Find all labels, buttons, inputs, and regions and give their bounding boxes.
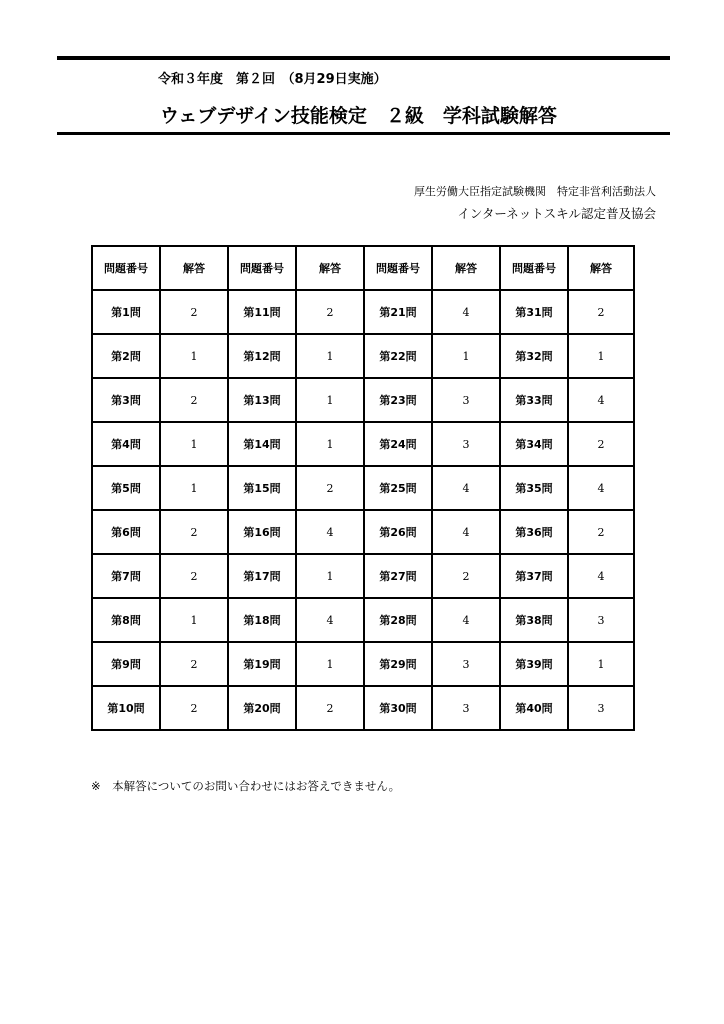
question-number-cell: 第26問	[364, 510, 432, 554]
answer-cell: 2	[568, 510, 634, 554]
question-number-cell: 第17問	[228, 554, 296, 598]
question-number-cell: 第29問	[364, 642, 432, 686]
column-header-answer: 解答	[432, 246, 500, 290]
answer-cell: 4	[432, 598, 500, 642]
answer-table	[91, 245, 635, 731]
answer-cell: 2	[160, 686, 228, 730]
answer-cell: 4	[296, 598, 364, 642]
question-number-cell: 第23問	[364, 378, 432, 422]
disclaimer-note: ※ 本解答についてのお問い合わせにはお答えできません。	[91, 779, 401, 793]
question-number-cell: 第4問	[92, 422, 160, 466]
question-number-cell: 第27問	[364, 554, 432, 598]
answer-cell: 4	[296, 510, 364, 554]
column-header-answer: 解答	[296, 246, 364, 290]
answer-cell: 1	[160, 422, 228, 466]
answer-cell: 1	[296, 422, 364, 466]
answer-cell: 1	[296, 642, 364, 686]
answer-cell: 1	[568, 642, 634, 686]
issuer-line-2: インターネットスキル認定普及協会	[457, 206, 656, 221]
column-header-answer: 解答	[568, 246, 634, 290]
bottom-rule	[57, 132, 670, 135]
answer-cell: 2	[296, 466, 364, 510]
answer-cell: 4	[568, 378, 634, 422]
answer-cell: 4	[432, 510, 500, 554]
question-number-cell: 第14問	[228, 422, 296, 466]
answer-cell: 2	[160, 642, 228, 686]
question-number-cell: 第22問	[364, 334, 432, 378]
answer-cell: 1	[296, 554, 364, 598]
table-row	[92, 686, 634, 730]
answer-cell: 3	[568, 686, 634, 730]
answer-cell: 2	[160, 378, 228, 422]
question-number-cell: 第6問	[92, 510, 160, 554]
question-number-cell: 第38問	[500, 598, 568, 642]
table-header-row	[92, 246, 634, 290]
table-row	[92, 422, 634, 466]
page-title: ウェブデザイン技能検定 ２級 学科試験解答	[160, 105, 557, 127]
question-number-cell: 第9問	[92, 642, 160, 686]
answer-cell: 3	[432, 422, 500, 466]
issuer-line-1: 厚生労働大臣指定試験機関 特定非営利活動法人	[414, 185, 656, 198]
question-number-cell: 第37問	[500, 554, 568, 598]
question-number-cell: 第18問	[228, 598, 296, 642]
answer-cell: 1	[160, 334, 228, 378]
answer-cell: 1	[432, 334, 500, 378]
answer-cell: 1	[568, 334, 634, 378]
answer-cell: 2	[160, 290, 228, 334]
question-number-cell: 第34問	[500, 422, 568, 466]
answer-cell: 4	[568, 554, 634, 598]
question-number-cell: 第24問	[364, 422, 432, 466]
question-number-cell: 第33問	[500, 378, 568, 422]
column-header-question-number: 問題番号	[500, 246, 568, 290]
table-row	[92, 334, 634, 378]
question-number-cell: 第11問	[228, 290, 296, 334]
question-number-cell: 第1問	[92, 290, 160, 334]
question-number-cell: 第3問	[92, 378, 160, 422]
question-number-cell: 第32問	[500, 334, 568, 378]
question-number-cell: 第20問	[228, 686, 296, 730]
question-number-cell: 第13問	[228, 378, 296, 422]
answer-cell: 1	[160, 598, 228, 642]
answer-cell: 2	[568, 290, 634, 334]
answer-cell: 4	[432, 466, 500, 510]
answer-cell: 2	[568, 422, 634, 466]
table-row	[92, 290, 634, 334]
question-number-cell: 第31問	[500, 290, 568, 334]
table-row	[92, 378, 634, 422]
table-row	[92, 510, 634, 554]
column-header-question-number: 問題番号	[364, 246, 432, 290]
answer-cell: 3	[568, 598, 634, 642]
column-header-question-number: 問題番号	[228, 246, 296, 290]
column-header-answer: 解答	[160, 246, 228, 290]
question-number-cell: 第40問	[500, 686, 568, 730]
question-number-cell: 第16問	[228, 510, 296, 554]
answer-cell: 1	[296, 334, 364, 378]
answer-cell: 2	[160, 554, 228, 598]
question-number-cell: 第35問	[500, 466, 568, 510]
table-row	[92, 554, 634, 598]
question-number-cell: 第8問	[92, 598, 160, 642]
question-number-cell: 第21問	[364, 290, 432, 334]
answer-cell: 4	[568, 466, 634, 510]
question-number-cell: 第39問	[500, 642, 568, 686]
question-number-cell: 第7問	[92, 554, 160, 598]
answer-cell: 2	[432, 554, 500, 598]
question-number-cell: 第25問	[364, 466, 432, 510]
answer-cell: 4	[432, 290, 500, 334]
answer-cell: 2	[296, 686, 364, 730]
answer-cell: 3	[432, 378, 500, 422]
top-rule	[57, 56, 670, 60]
table-row	[92, 598, 634, 642]
question-number-cell: 第28問	[364, 598, 432, 642]
question-number-cell: 第5問	[92, 466, 160, 510]
exam-date-subtitle: 令和３年度 第２回 （8月29日実施）	[158, 72, 387, 87]
answer-cell: 1	[296, 378, 364, 422]
answer-cell: 2	[160, 510, 228, 554]
question-number-cell: 第36問	[500, 510, 568, 554]
answer-cell: 3	[432, 642, 500, 686]
table-row	[92, 466, 634, 510]
answer-cell: 2	[296, 290, 364, 334]
question-number-cell: 第2問	[92, 334, 160, 378]
answer-cell: 3	[432, 686, 500, 730]
question-number-cell: 第12問	[228, 334, 296, 378]
answer-cell: 1	[160, 466, 228, 510]
table-row	[92, 642, 634, 686]
question-number-cell: 第15問	[228, 466, 296, 510]
question-number-cell: 第10問	[92, 686, 160, 730]
question-number-cell: 第19問	[228, 642, 296, 686]
question-number-cell: 第30問	[364, 686, 432, 730]
column-header-question-number: 問題番号	[92, 246, 160, 290]
